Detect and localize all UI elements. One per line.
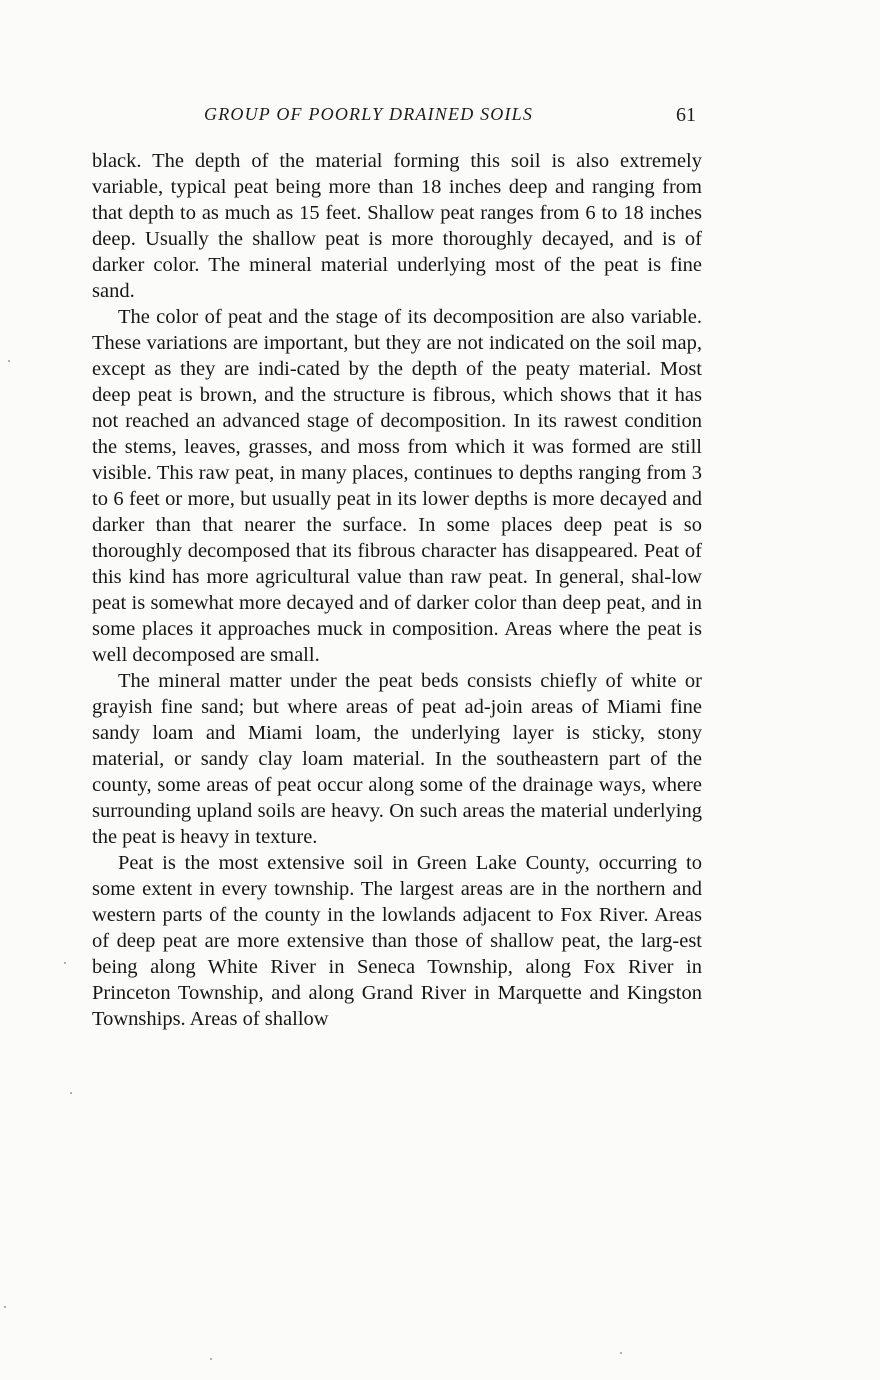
paragraph: The color of peat and the stage of its decomposition are also variable. These variations are important, but they are not indicated on the soil map, except as they are indi-cated by the depth of the peaty material. Most deep peat is brown, and the structure is fibrous, which shows that it has not reached an advanced stage of decomposition. In its rawest condition the stems, leaves, grasses, and moss from which it was formed are still visible. This raw peat, in many places, continues to depths ranging from 3 to 6 feet or more, but usually peat in its lower depths is more decayed and darker than that nearer the surface. In some places deep peat is so thoroughly decomposed that its fibrous character has disappeared. Peat of this kind has more agricultural value than raw peat. In general, shal-low peat is somewhat more decayed and of darker color than deep peat, and in some places it approaches muck in composition. Areas where the peat is well decomposed are small. bbox=[92, 306, 702, 666]
paper-speck bbox=[620, 1352, 622, 1354]
paper-speck bbox=[210, 1358, 212, 1360]
body-text bbox=[92, 148, 702, 1032]
paper-speck bbox=[8, 360, 10, 362]
paper-speck bbox=[4, 1306, 6, 1308]
running-head bbox=[92, 104, 698, 130]
paragraph: The mineral matter under the peat beds consists chiefly of white or grayish fine sand; but where areas of peat ad-join areas of Miami fine sandy loam and Miami loam, the underlying layer is sticky, stony material, or sandy clay loam material. In the southeastern part of the county, some areas of peat occur along some of the drainage ways, where surrounding upland soils are heavy. On such areas the material underlying the peat is heavy in texture. bbox=[92, 670, 702, 848]
paragraph-continued: black. The depth of the material forming this soil is also extremely variable, typical peat being more than 18 inches deep and ranging from that depth to as much as 15 feet. Shallow peat ranges from 6 to 18 inches deep. Usually the shallow peat is more thoroughly decayed, and is of darker color. The mineral material underlying most of the peat is fine sand. bbox=[92, 150, 702, 302]
paragraph: Peat is the most extensive soil in Green Lake County, occurring to some extent in every township. The largest areas are in the northern and western parts of the county in the lowlands adjacent to Fox River. Areas of deep peat are more extensive than those of shallow peat, the larg-est being along White River in Seneca Township, along Fox River in Princeton Township, and along Grand River in Marquette and Kingston Townships. Areas of shallow bbox=[92, 852, 702, 1030]
paper-speck bbox=[64, 962, 66, 964]
page-number: 61 bbox=[676, 104, 696, 126]
paper-speck bbox=[70, 1092, 72, 1094]
running-title: GROUP OF POORLY DRAINED SOILS bbox=[204, 104, 534, 124]
